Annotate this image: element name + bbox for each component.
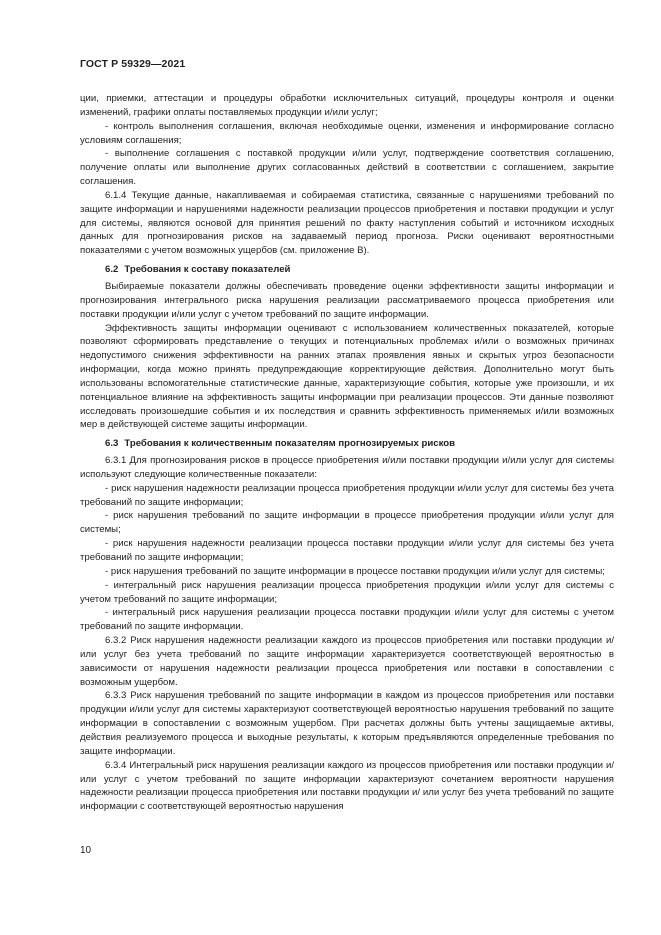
list-item: - риск нарушения требований по защите информации в процессе приобретения продукции и/или услуг для системы; <box>80 510 614 536</box>
list-item: - риск нарушения требований по защите информации в процессе поставки продукции и/или услуг для системы; <box>105 565 605 577</box>
section-title: Требования к количественным показателям прогнозируемых рисков <box>124 438 456 450</box>
paragraph: ции, приемки, аттестации и процедуры обработки исключительных ситуаций, процедуры контроля и оценки изменений, графики оплаты поставляемых продукции и/или услуг; <box>80 93 614 118</box>
section-number: 6.3 <box>105 438 119 450</box>
list-item: - контроль выполнения соглашения, включая необходимые оценки, изменения и информирование согласно условиям соглашения; <box>80 120 614 146</box>
list-item: - риск нарушения надежности реализации процесса приобретения продукции и/или услуг для системы без учета требований по защите информации; <box>80 482 614 508</box>
list-item: - выполнение соглашения с поставкой продукции и/или услуг, подтверждение соответствия соглашению, получение оплаты или выполнение других согласованных действий в соответствии с соглашением, закрытие соглашения. <box>80 148 614 188</box>
section-number: 6.2 <box>105 264 119 276</box>
list-item: - интегральный риск нарушения реализации процесса приобретения продукции и/или услуг для системы с учетом требований по защите информации; <box>80 579 614 605</box>
list-item: - риск нарушения надежности реализации процесса поставки продукции и/или услуг для системы без учета требований по защите информации; <box>80 538 614 563</box>
paragraph: 6.3.4 Интегральный риск нарушения реализации каждого из процессов приобретения или поставки продукции и/или услуг с учетом требований по защите информации характеризуют сочетанием вероятности нарушения надежности реализации процесса приобретения или поставки продукции и/ или услуг без учета требований по защите информации с соответствующей вероятностью нарушения <box>80 759 614 813</box>
section-heading-6-3 <box>80 437 614 451</box>
section-title: Требования к составу показателей <box>124 264 291 276</box>
page-number: 10 <box>80 845 92 856</box>
document-body <box>80 92 614 814</box>
section-heading-6-2 <box>80 263 614 277</box>
paragraph: 6.3.3 Риск нарушения требований по защите информации в каждом из процессов приобретения или поставки продукции и/или услуг для системы характеризуют соответствующей вероятностью нарушения требований по защите информации в сопоставлении с возможным ущербом. При расчетах должны быть учтены защищаемые активы, действия реализуемого процесса и выходные результаты, к которым предъявляются определенные требования по защите информации. <box>80 690 614 757</box>
paragraph: Эффективность защиты информации оценивают с использованием количественных показателей, которые позволяют сформировать представление о текущих и потенциальных проблемах и/или о возможных причинах недопустимого снижения эффективности на ранних этапах проявления явных и скрытых угроз безопасности информации, когда можно принять предупреждающие корректирующие действия. Дополнительно могут быть использованы вспомогательные статистические данные, характеризующие события, которые уже произошли, и их потенциальное влияние на эффективность защиты информации при реализации процессов. Эти данные позволяют исследовать произошедшие события и их последствия и сравнить эффективность применяемых и/или возможных мер в действующей системе защиты информации. <box>80 322 614 431</box>
document-header: ГОСТ Р 59329—2021 <box>80 58 186 70</box>
paragraph: Выбираемые показатели должны обеспечивать проведение оценки эффективности защиты информации и прогнозирования интегрального риска нарушения реализации рассматриваемого процесса приобретения или поставки продукции и/или услуг с учетом требований по защите информации. <box>80 280 614 320</box>
paragraph: 6.3.2 Риск нарушения надежности реализации каждого из процессов приобретения или поставки продукции и/или услуг без учета требований по защите информации характеризуется соответствующей вероятностью в зависимости от нарушения надежности реализации процесса приобретения или поставки в сопоставлении с возможным ущербом. <box>80 635 614 688</box>
list-item: - интегральный риск нарушения реализации процесса поставки продукции и/или услуг для системы с учетом требований по защите информации. <box>80 607 614 633</box>
paragraph: 6.3.1 Для прогнозирования рисков в процессе приобретения и/или поставки продукции и/или услуг для системы используют следующие количественные показатели: <box>80 455 614 480</box>
paragraph: 6.1.4 Текущие данные, накапливаемая и собираемая статистика, связанные с нарушениями требований по защите информации и нарушениями надежности реализации процессов приобретения и поставки продукции и услуг для системы, являются основой для принятия решений по факту наступления событий и источником исходных данных для прогнозирования рисков на задаваемый период прогноза. Риски оценивают вероятностными показателями с учетом возможных ущербов (см. приложение В). <box>80 189 614 257</box>
